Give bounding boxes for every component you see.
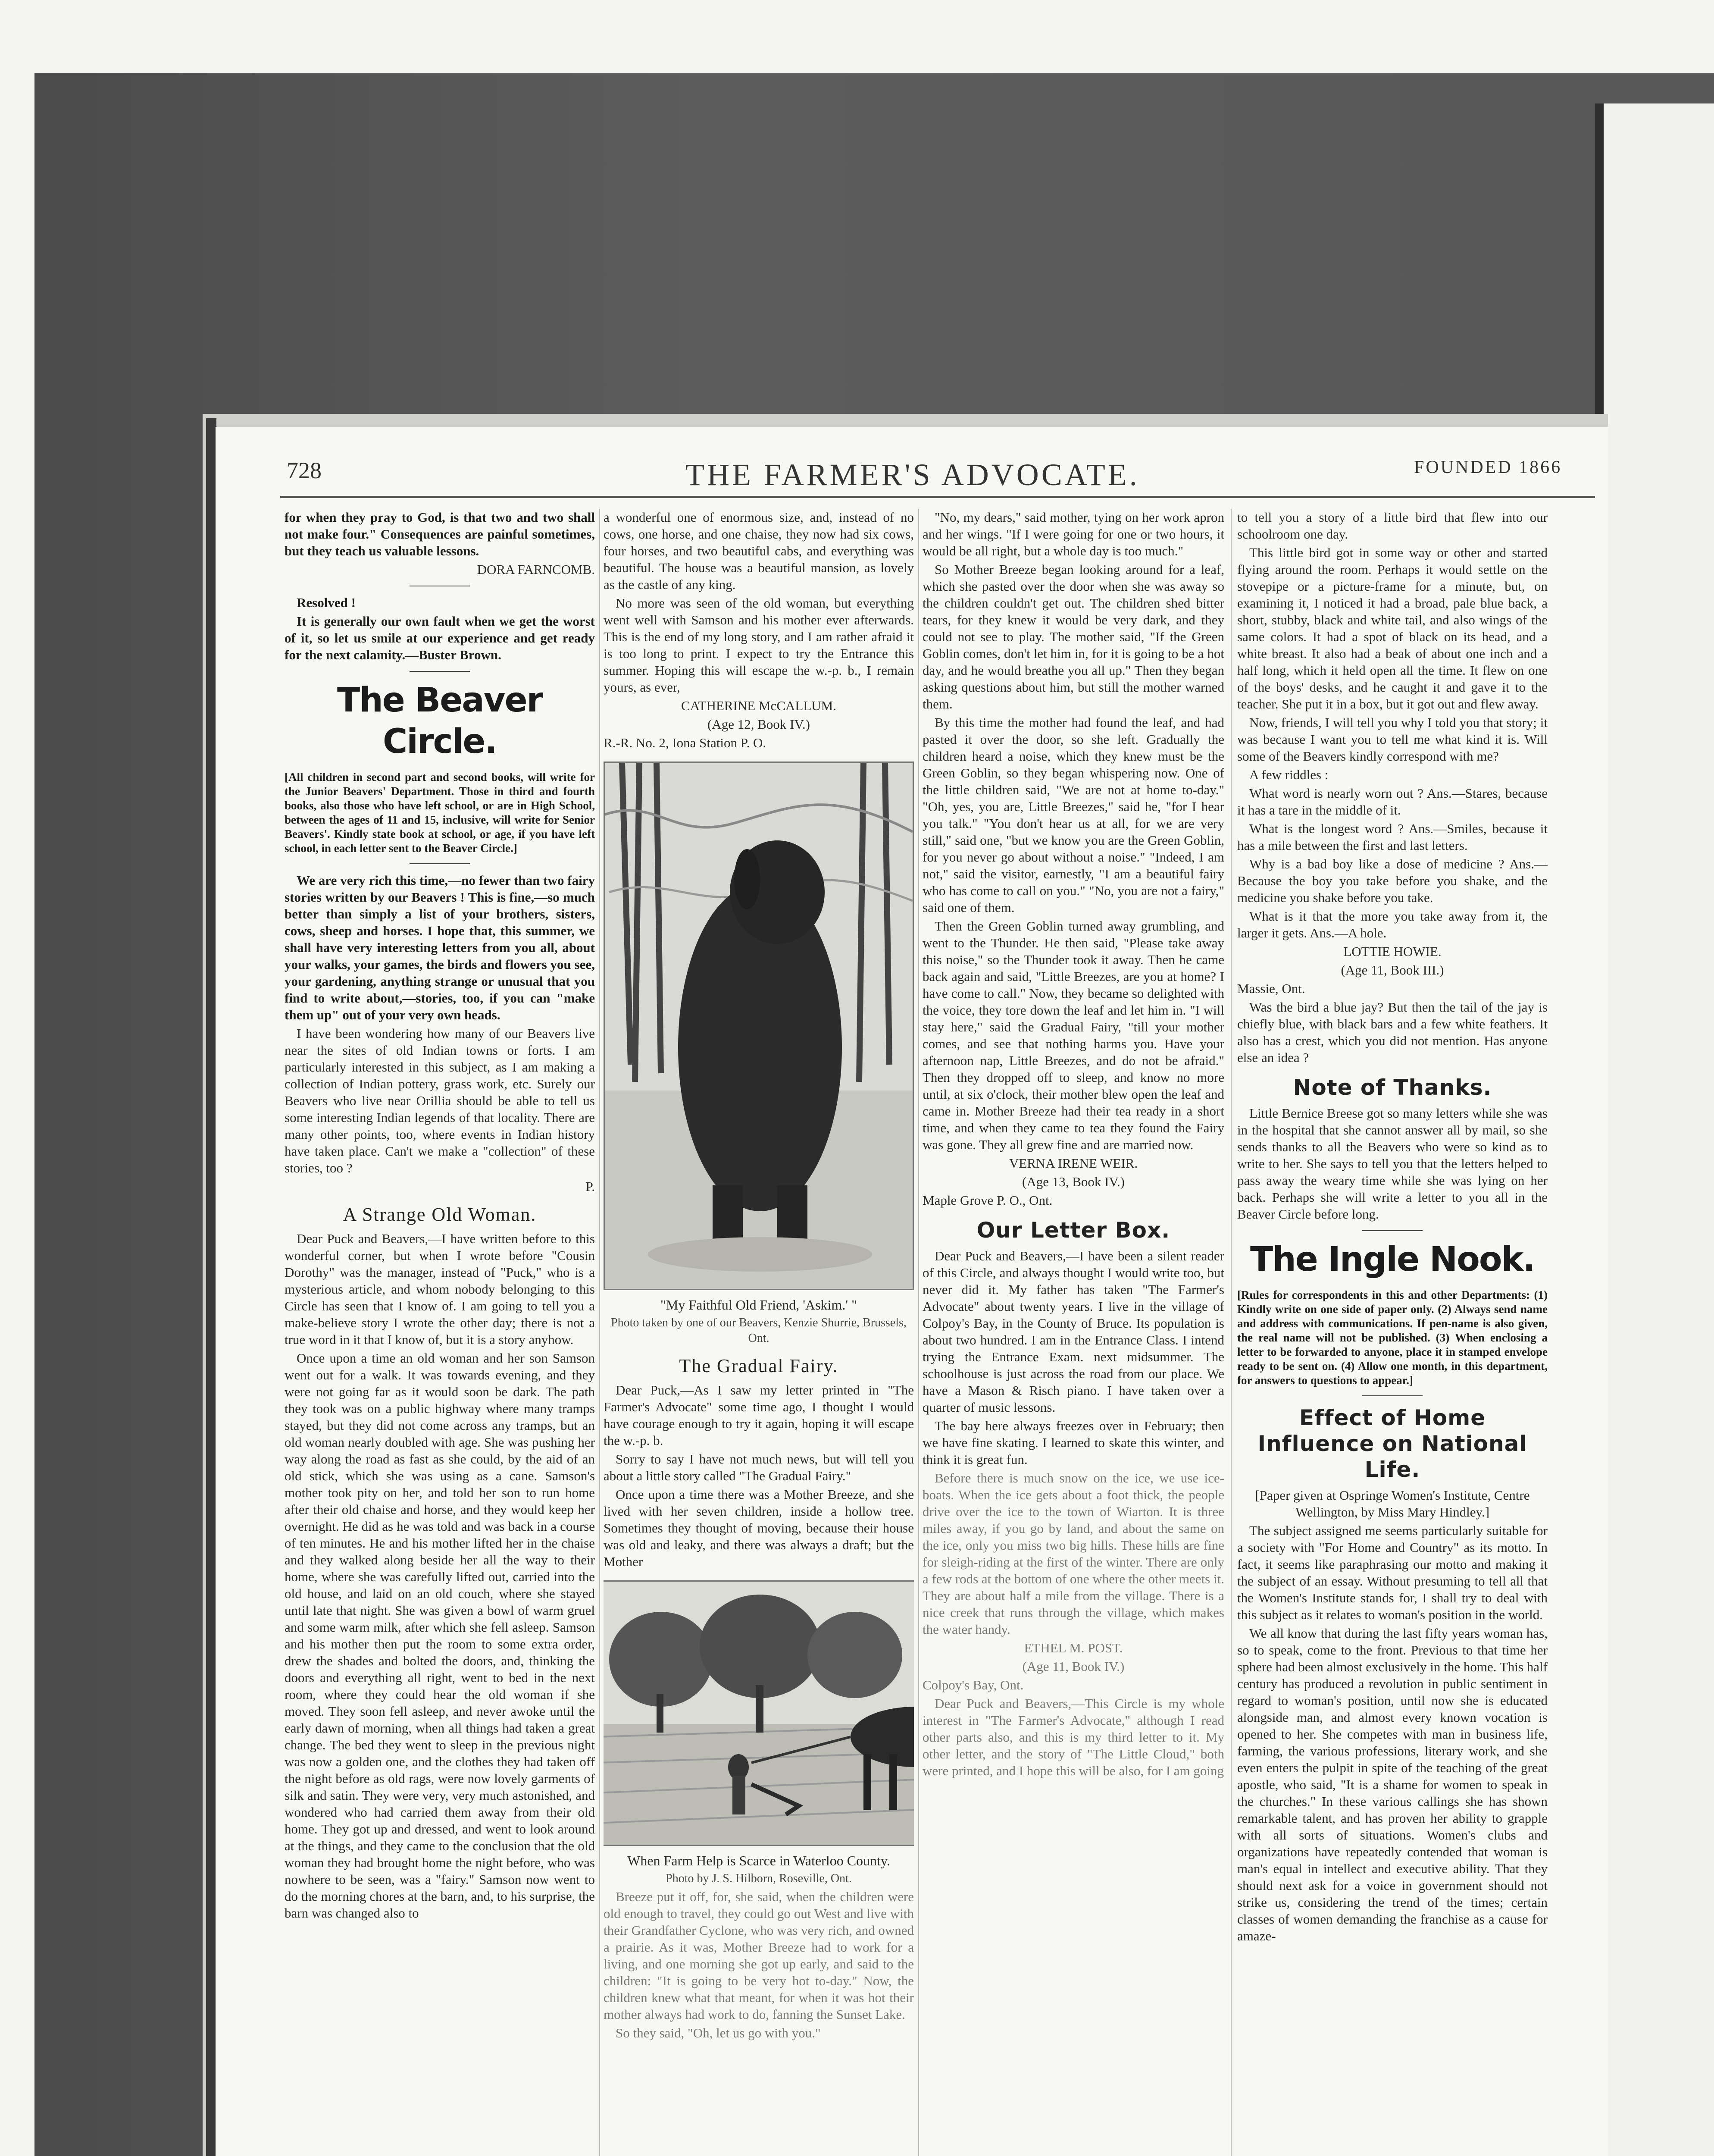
paragraph: Now, friends, I will tell you why I told you that story; it was because I want you to tell me what kind it is. Will some of the Beavers kindly correspond with me? <box>1237 715 1548 764</box>
photo-horse-plow-image <box>604 1582 914 1845</box>
paragraph: Once upon a time there was a Mother Breeze, and she lived with her seven children, inside a hollow tree. Sometimes they thought of moving, because their house was old and leaky, and there was always a draft; but the Mother <box>604 1487 914 1569</box>
paragraph: "No, my dears," said mother, tying on her work apron and her wings. "If I were going for one or two hours, it would be all right, but a whole day is too much." <box>923 510 1224 558</box>
masthead-title: THE FARMER'S ADVOCATE. <box>685 458 1140 492</box>
divider <box>410 863 470 864</box>
paragraph: Dear Puck,—As I saw my letter printed in "The Farmer's Advocate" some time ago, I thought I would have courage enough to try it again, hoping it will escape the w.-p. b. <box>604 1382 914 1448</box>
column-rule <box>599 509 600 2156</box>
column-2 <box>604 509 914 2156</box>
signature-address: Maple Grove P. O., Ont. <box>923 1193 1053 1208</box>
section-heading-note-of-thanks: Note of Thanks. <box>1293 1075 1492 1100</box>
column-rule <box>918 509 919 2156</box>
signature: P. <box>585 1179 595 1194</box>
signature: DORA FARNCOMB. <box>477 562 595 577</box>
signature-address: Massie, Ont. <box>1237 981 1305 996</box>
paragraph: to tell you a story of a little bird that flew into our schoolroom one day. <box>1237 510 1548 542</box>
photo-credit: Photo by J. S. Hilborn, Roseville, Ont. <box>666 1872 852 1885</box>
scan-margin-top <box>0 0 1714 73</box>
paragraph: A few riddles : <box>1249 767 1329 782</box>
photo-dog-image <box>605 763 913 1289</box>
paragraph: Why is a bad boy like a dose of medicine ? Ans.—Because the boy you take before you shake, and the medicine you shake before you take. <box>1237 856 1548 905</box>
paragraph: a wonderful one of enormous size, and, instead of no cows, one horse, and one chaise, they now had six cows, four horses, and two beautiful cabs, and everything was beautiful. The house was a beautiful mansion, as lovely as the castle of any king. <box>604 510 914 592</box>
photo-horse-plow <box>604 1580 914 1846</box>
paragraph: Once upon a time an old woman and her son Samson went out for a walk. It was towards evening, and they were not going far as it would soon be dark. The path they took was on a public highway where many tramps stayed, but they did not come across any tramps, but an old woman nearly doubled with age. She was pushing her way along the road as fast as she could, by the aid of an old stick, which she was using as a cane. Samson's mother took pity on her, and told her son to run home after their old chaise and horse, and they would keep her overnight. He did as he was told and was back in a course of ten minutes. He and his mother lifted her in the chaise and they walked along beside her all the way to their home, where she was carefully lifted out, carried into the old house, and laid on an old couch, where she stayed until late that night. She was given a bowl of warm gruel and some warm milk, after which she fell asleep. Samson and his mother then put the room to some extra order, drew the shades and bolted the doors, and, thinking the doors and everything all right, went to bed in the next room, where they could hear the old woman if she moved. They soon fell asleep, and never awoke until the early dawn of morning, when all things had taken a great change. The bed they went to sleep in the previous night was now a golden one, and the clothes they had taken off the night before as old rags, were now lovely garments of silk and satin. They were very, very much astonished, and wondered who had carried them away from their old home. They got up and dressed, and went to look around at the things, and they came to the conclusion that the old woman they had brought home the night before, who was nowhere to be seen, was a "fairy." Samson now went to do the morning chores at the barn, and, to his surprise, the barn was changed also to <box>285 1351 595 1921</box>
section-heading-letter-box: Our Letter Box. <box>976 1218 1170 1243</box>
paragraph: Dear Puck and Beavers,—I have been a silent reader of this Circle, and always thought I would write too, but never did it. My father has taken "The Farmer's Advocate" about twenty years. I live in the village of Colpoy's Bay, in the County of Bruce. Its population is about two hundred. I am in the Entrance Class. I intend trying the Entrance Exam. next midsummer. The schoolhouse is just across the road from our place. We have a Mason & Risch piano. I have taken over a quarter of music lessons. <box>923 1248 1224 1415</box>
signature-address: Colpoy's Bay, Ont. <box>923 1677 1024 1692</box>
story-heading: The Gradual Fairy. <box>679 1355 838 1376</box>
signature-address: R.-R. No. 2, Iona Station P. O. <box>604 735 766 750</box>
header-rule <box>280 496 1595 498</box>
signature-detail: (Age 11, Book III.) <box>1341 962 1444 978</box>
paragraph: Resolved ! <box>297 595 356 610</box>
paragraph: By this time the mother had found the leaf, and had pasted it over the door, so she left. Gradually the children heard a noise, which they knew must be the Green Goblin, so they began whispering now. One of the little children said, "We are not at home to-day." "Oh, yes, you are, Little Breezes," said he, "for I hear you talk." "You don't hear us at all, for we are very still," said one, "but we know you are the Green Goblin, for you never go about without a noise." "Indeed, I am not," said the visitor, earnestly, "I am a beautiful fairy who has come to call on you." "No, you are not a fairy," said one of them. <box>923 715 1224 915</box>
paragraph: What is it that the more you take away from it, the larger it gets. Ans.—A hole. <box>1237 909 1548 940</box>
paragraph: Dear Puck and Beavers,—This Circle is my whole interest in "The Farmer's Advocate," although I read other parts also, and this is my third letter to it. My other letter, and the story of "The Little Cloud," both were printed, and I hope this will be also, for I am going <box>923 1696 1224 1778</box>
article-heading: Effect of Home Influence on National Life. <box>1257 1405 1527 1482</box>
paragraph: We are very rich this time,—no fewer than two fairy stories written by our Beavers ! This is fine,—so much better than simply a list of your brothers, sisters, cows, sheep and horses. I hope that, this summer, we shall have very interesting letters from you all, about your walks, your games, the birds and flowers you see, your gardening, anything strange or unusual that you find to write about,—stories, too, if you can "make them up" out of your very own heads. <box>285 873 595 1022</box>
paragraph: I have been wondering how many of our Beavers live near the sites of old Indian towns or forts. I am particularly interested in this subject, as I am making a collection of Indian pottery, grass work, etc. Surely our Beavers who live near Orillia should be able to tell us some interesting Indian legends of that locality. There are many other points, too, where events in Indian history have taken place. Can't we make a "collection" of these stories, too ? <box>285 1026 595 1175</box>
page-binding <box>206 418 216 2156</box>
paragraph: for when they pray to God, is that two and two shall not make four." Consequences are painful sometimes, but they teach us valuable lessons. <box>285 510 595 558</box>
paragraph: The bay here always freezes over in February; then we have fine skating. I learned to skate this winter, and think it is great fun. <box>923 1418 1224 1467</box>
paragraph: What word is nearly worn out ? Ans.—Stares, because it has a tare in the middle of it. <box>1237 786 1548 818</box>
photo-caption: "My Faithful Old Friend, 'Askim.' " <box>660 1297 857 1313</box>
paragraph: Before there is much snow on the ice, we use ice-boats. When the ice gets about a foot thick, the people drive over the ice to the town of Wiarton. It is three miles away, if you go by land, and about the same on the ice, only you miss two big hills. These hills are fine for sleigh-riding at the first of the winter. There are only a few rods at the bottom of one where the other meets it. They are about half a mile from the village. There is a nice creek that runs through the village, which makes the water handy. <box>923 1470 1224 1637</box>
scan-margin-left <box>0 0 34 2156</box>
signature-detail: (Age 13, Book IV.) <box>1022 1174 1125 1189</box>
column-rule <box>1231 509 1232 2156</box>
paragraph: So they said, "Oh, let us go with you." <box>616 2025 821 2040</box>
paragraph: No more was seen of the old woman, but everything went well with Samson and his mother ever afterwards. This is the end of my long story, and I am rather afraid it is too long to print. I expect to try the Entrance this summer. Hoping this will escape the w.-p. b., I remain yours, as ever, <box>604 595 914 695</box>
photo-credit: Photo taken by one of our Beavers, Kenzie Shurrie, Brussels, Ont. <box>611 1316 907 1345</box>
founded-label: FOUNDED 1866 <box>1414 458 1562 477</box>
divider <box>1362 1395 1423 1396</box>
paragraph: We all know that during the last fifty years woman has, so to speak, come to the front. Previous to that time her sphere had been almost exclusively in the home. This half century has produced a revolution in public sentiment in regard to woman's position, until now she is educated alongside man, and almost every known vocation is opened to her. She competes with man in business life, farming, the various professions, literary work, and she even enters the pulpit in spite of the teaching of the great apostle, who said, "It is a shame for women to speak in the churches." In these various callings she has shown remarkable talent, and has proven her ability to grapple with all sorts of situations. Women's clubs and organizations have repeatedly contended that woman is man's equal in intellect and executive ability. That they should next ask for a voice in government should not strike us, considering the trend of the times; certain classes of women demanding the franchise as a cause for amaze- <box>1237 1626 1548 1943</box>
facing-page-edge <box>1604 103 1714 2156</box>
paragraph: Was the bird a blue jay? But then the tail of the jay is chiefly blue, with black bars and a few white feathers. It also has a crest, which you did not mention. Has anyone else an idea ? <box>1237 1000 1548 1065</box>
paragraph: It is generally our own fault when we get the worst of it, so let us smile at our experience and get ready for the next calamity.—Buster Brown. <box>285 614 595 662</box>
column-3 <box>923 509 1224 2156</box>
paragraph: The subject assigned me seems particularly suitable for a society with "For Home and Country" as its motto. In fact, it seems like paraphrasing our motto and making it the subject of an essay. Without presuming to tell all that the Women's Institute stands for, I shall try to deal with this subject as it relates to woman's position in the world. <box>1237 1523 1548 1622</box>
paragraph: Then the Green Goblin turned away grumbling, and went to the Thunder. He then said, "Please take away this noise," so the Thunder took it away. Then he came back again and said, "Little Breezes, are you at home? I have come to call." Now, they became so delighted with the voice, they tore down the leaf and let him in. "I will stay here," said the Gradual Fairy, "till your mother comes, and see that nothing harms you. Have your afternoon nap, Little Breezes, and do not be afraid." Then they dropped off to sleep, and know no more until, at six o'clock, their mother blew open the leaf and came in. Mother Breeze had their tea ready in a short time, and when they came to tea they found the Fairy was gone. They all grew fine and are married now. <box>923 918 1224 1152</box>
section-heading-beaver-circle: The Beaver Circle. <box>337 681 542 761</box>
story-heading: A Strange Old Woman. <box>343 1204 537 1225</box>
paragraph: What is the longest word ? Ans.—Smiles, because it has a mile between the first and last letters. <box>1237 821 1548 853</box>
section-heading-ingle-nook: The Ingle Nook. <box>1250 1240 1535 1279</box>
newspaper-page <box>216 427 1608 2156</box>
department-note: [All children in second part and second books, will write for the Junior Beavers' Department. Those in third and fourth books, also those who have left school, or are in High School, between the ages of 11 and 15, inclusive, will write for Senior Beavers'. Kindly state book at school, or age, if you have left school, in each letter sent to the Beaver Circle.] <box>285 771 595 855</box>
signature-detail: (Age 11, Book IV.) <box>1022 1659 1125 1674</box>
paragraph: Dear Puck and Beavers,—I have written before to this wonderful corner, but when I wrote before "Cousin Dorothy" was the manager, instead of "Puck," who is a mysterious article, and whom nobody belonging to this Circle has seen that I know of. I am going to tell you a make-believe story I wrote the other day; there is not a true word in it that I know of, but it is a story anyhow. <box>285 1231 595 1347</box>
photo-caption: When Farm Help is Scarce in Waterloo County. <box>627 1853 890 1868</box>
signature: LOTTIE HOWIE. <box>1343 944 1442 959</box>
paragraph: So Mother Breeze began looking around for a leaf, which she pasted over the door when she was away so the children couldn't get out. The children shed bitter tears, for they knew it would be very dark, and they could not see to play. The mother said, "If the Green Goblin comes, don't let him in, for it is going to be a hot day, and he would breathe you all up." Then they began asking questions about him, but still the mother warned them. <box>923 562 1224 711</box>
signature: ETHEL M. POST. <box>1024 1640 1123 1655</box>
paragraph: Breeze put it off, for, she said, when the children were old enough to travel, they could go out West and live with their Grandfather Cyclone, who was very rich, and owned a prairie. As it was, Mother Breeze had to work for a living, and one morning she got up early, and said to the children: "It is going to be very hot to-day." Now, the children knew what that meant, for when it was hot their mother always had work to do, fanning the Sunset Lake. <box>604 1889 914 2022</box>
paragraph: This little bird got in some way or other and started flying around the room. Perhaps it would settle on the stovepipe or a picture-frame for a minute, but, on examining it, I noticed it had a broad, pale blue back, a short, stubby, black and white tail, and also wings of the same colors. It had a spot of black on its head, and a white breast. It also had a beak of about one inch and a half long, which it held open all the time. It flew on one of the boys' desks, and he caught it and gave it to the teacher. She put it in a box, but it got out and flew away. <box>1237 545 1548 711</box>
photo-dog <box>604 761 914 1290</box>
paragraph: Little Bernice Breese got so many letters while she was in the hospital that she cannot answer all by mail, so she sends thanks to all the Beavers who were so kind as to write to her. She says to tell you that the letters helped to pass away the weary time while she was lying on her back. Perhaps she will write a letter to you all in the Beaver Circle before long. <box>1237 1106 1548 1222</box>
divider <box>410 671 470 672</box>
department-note: [Rules for correspondents in this and other Departments: (1) Kindly write on one side of paper only. (2) Always send name and address with communications. If pen-name is also given, the real name will not be published. (3) When enclosing a letter to be forwarded to anyone, place it in stamped envelope ready to be sent on. (4) Allow one month, in this department, for answers to questions to appear.] <box>1237 1288 1548 1387</box>
column-1 <box>285 509 595 2156</box>
page-number: 728 <box>287 458 322 483</box>
signature: CATHERINE McCALLUM. <box>681 698 836 713</box>
paragraph: Sorry to say I have not much news, but will tell you about a little story called "The Gradual Fairy." <box>604 1451 914 1483</box>
divider <box>1362 1230 1423 1231</box>
signature-detail: (Age 12, Book IV.) <box>707 717 810 732</box>
column-4 <box>1237 509 1548 2156</box>
signature: VERNA IRENE WEIR. <box>1009 1156 1138 1171</box>
article-subheading: [Paper given at Ospringe Women's Institute, Centre Wellington, by Miss Mary Hindley.] <box>1255 1488 1530 1520</box>
